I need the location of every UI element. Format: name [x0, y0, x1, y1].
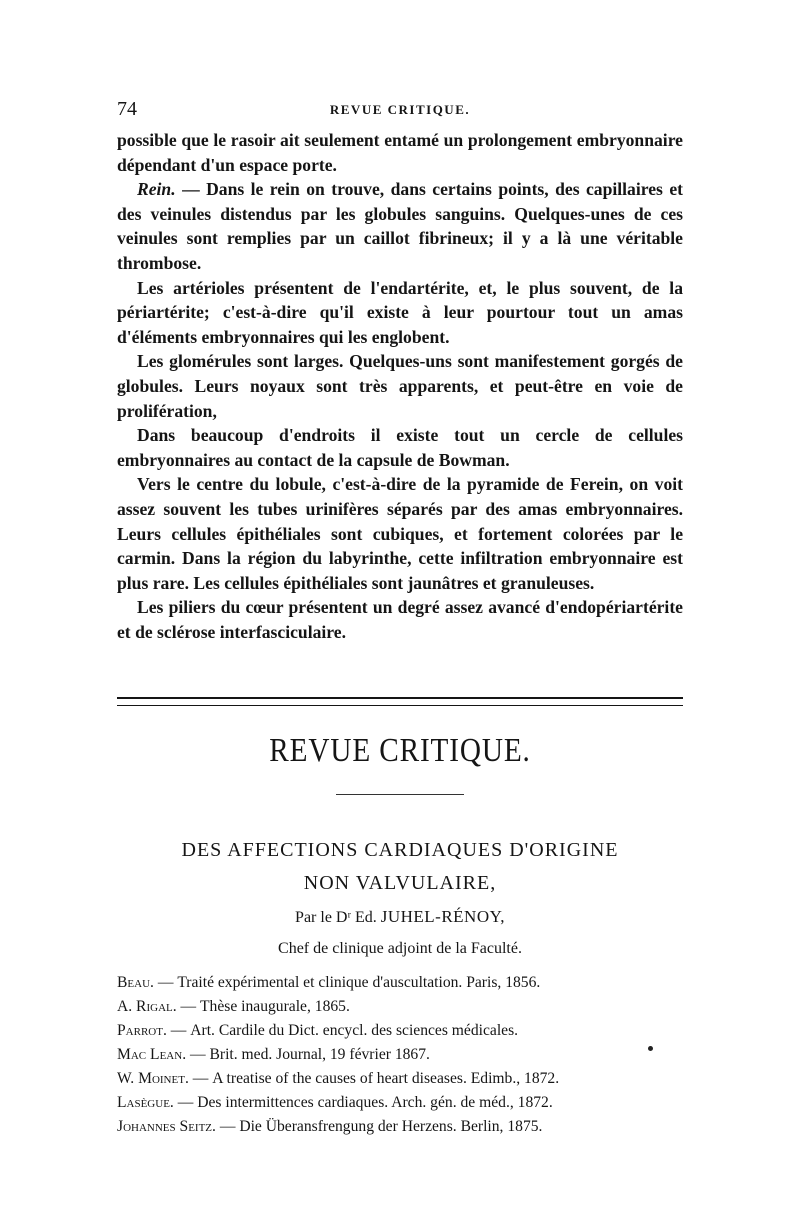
reference-author: Mac Lean . —	[117, 1046, 209, 1063]
reference-item	[117, 1091, 683, 1115]
section-title: REVUE CRITIQUE.	[269, 732, 531, 769]
reference-list	[117, 971, 683, 1139]
reference-work: Thèse inaugurale, 1865.	[200, 998, 350, 1015]
paragraph-text: Les glomérules sont larges. Quelques-uns sont manifestement gorgés de globules. Leurs noyaux sont très apparents, et peut-être en voie de prolifération,	[117, 351, 683, 421]
reference-item	[117, 1067, 683, 1091]
paragraph-text: Les piliers du cœur présentent un degré assez avancé d'endopériartérite et de sclérose interfasciculaire.	[117, 597, 683, 642]
paragraph-piliers	[117, 595, 683, 644]
running-header	[117, 96, 683, 126]
paragraph-continuation	[117, 128, 683, 177]
paragraph-lead: Rein.	[137, 179, 176, 200]
page-number: 74	[117, 98, 137, 120]
reference-item	[117, 995, 683, 1019]
paragraph-lobule	[117, 472, 683, 595]
section-title-underline	[336, 794, 464, 795]
reference-work: A treatise of the causes of heart diseases. Edimb., 1872.	[212, 1070, 560, 1087]
ink-dot-mark	[648, 1046, 653, 1051]
reference-author: W. Moinet . —	[117, 1070, 212, 1087]
article-title-line-2: NON VALVULAIRE,	[303, 872, 497, 894]
paragraph-text: Dans beaucoup d'endroits il existe tout un cercle de cellules embryonnaires au contact de la capsule de Bowman.	[117, 425, 683, 470]
paragraph-text: Vers le centre du lobule, c'est-à-dire de la pyramide de Ferein, on voit assez souvent les tubes urinifères séparés par des amas embryonnaires. Leurs cellules épithéliales sont cubiques, et fortement colorées par le carmin. Dans la région du labyrinthe, cette infiltration embryonnaire est plus rare. Les cellules épithéliales sont jaunâtres et granuleuses.	[117, 474, 683, 593]
reference-item	[117, 971, 683, 995]
reference-item	[117, 1043, 683, 1067]
author-affiliation: Chef de clinique adjoint de la Faculté.	[278, 940, 522, 957]
paragraph-rein	[117, 177, 683, 275]
body-text	[117, 128, 683, 644]
section-divider-thick	[117, 697, 683, 699]
reference-author: A. Rigal . —	[117, 998, 200, 1015]
byline-prefix: Par le Dʳ Ed.	[295, 909, 377, 926]
reference-author: Beau . —	[117, 974, 177, 991]
reference-author: Lasègue . —	[117, 1094, 197, 1111]
reference-item	[117, 1115, 683, 1139]
article-title-line-1: DES AFFECTIONS CARDIAQUES D'ORIGINE	[181, 839, 619, 861]
running-title: REVUE CRITIQUE.	[329, 102, 471, 117]
paragraph-text: Les artérioles présentent de l'endartérite, et, le plus souvent, de la périartérite; c'est-à-dire qu'il existe à leur pourtour tout un amas d'éléments embryonnaires qui les englobent.	[117, 277, 683, 347]
reference-work: Des intermittences cardiaques. Arch. gén. de méd., 1872.	[197, 1094, 553, 1111]
byline	[117, 907, 683, 927]
paragraph-cercle	[117, 423, 683, 472]
paragraph-text: — Dans le rein on trouve, dans certains points, des capillaires et des veinules distendus par les globules sanguins. Quelques-unes de ces veinules sont remplies par un caillot fibrineux; il y a là une véritable thrombose.	[117, 179, 683, 273]
reference-author: Parrot . —	[117, 1022, 190, 1039]
reference-work: Brit. med. Journal, 19 février 1867.	[209, 1046, 430, 1063]
section-divider-thin	[117, 705, 683, 706]
author-name: JUHEL-RÉNOY,	[380, 907, 505, 926]
reference-work: Art. Cardile du Dict. encycl. des sciences médicales.	[190, 1022, 519, 1039]
reference-author: Johannes Seitz . —	[117, 1118, 239, 1135]
reference-work: Die Überansfrengung der Herzens. Berlin, 1875.	[239, 1118, 543, 1135]
reference-work: Traité expérimental et clinique d'auscultation. Paris, 1856.	[177, 974, 541, 991]
paragraph-glomerules	[117, 349, 683, 423]
reference-item	[117, 1019, 683, 1043]
paragraph-text: possible que le rasoir ait seulement entamé un prolongement embryonnaire dépendant d'un espace porte.	[117, 130, 683, 175]
paragraph-arterioles	[117, 276, 683, 350]
